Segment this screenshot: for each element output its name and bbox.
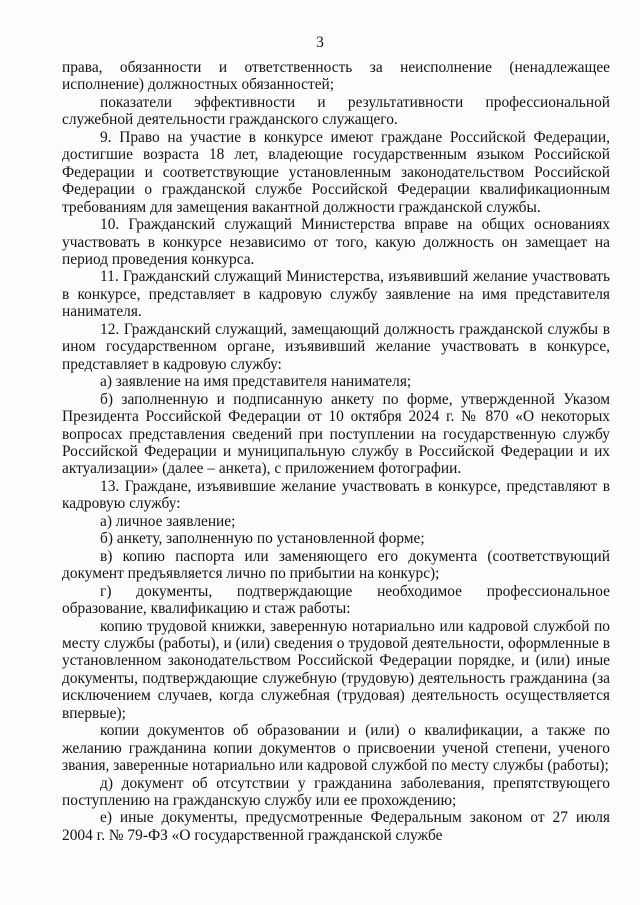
paragraph: д) документ об отсутствии у гражданина заболевания, препятствующего поступлению на гражданскую службу или ее прохождению; [62, 774, 610, 810]
paragraph: права, обязанности и ответственность за неисполнение (ненадлежащее исполнение) должностных обязанностей; [62, 59, 610, 94]
paragraph: показатели эффективности и результативности профессиональной служебной деятельности гражданского служащего. [62, 93, 610, 129]
paragraph: 13. Граждане, изъявившие желание участвовать в конкурсе, представляют в кадровую службу: [62, 477, 610, 513]
paragraph: 12. Гражданский служащий, замещающий должность гражданской службы в ином государственном органе, изъявивший желание участвовать в конкурсе, представляет в кадровую службу: [62, 320, 610, 373]
document-body [62, 59, 610, 844]
paragraph: г) документы, подтверждающие необходимое профессиональное образование, квалификацию и стаж работы: [62, 582, 610, 618]
paragraph: копию трудовой книжки, заверенную нотариально или кадровой службой по месту службы (работы), и (или) сведения о трудовой деятельности, оформленные в установленном законодательством Российской Федерации порядке, и (или) иные документы, подтверждающие служебную (трудовую) деятельность гражданина (за исключением случаев, когда служебная (трудовая) деятельность осуществляется впервые); [62, 617, 610, 722]
paragraph: в) копию паспорта или заменяющего его документа (соответствующий документ предъявляется лично по прибытии на конкурс); [62, 547, 610, 583]
paragraph: 9. Право на участие в конкурсе имеют граждане Российской Федерации, достигшие возраста 18 лет, владеющие государственным языком Российской Федерации и соответствующие установленным законодательством Российской Федерации о гражданской службе Российской Федерации квалификационным требованиям для замещения вакантной должности гражданской службы. [62, 128, 610, 216]
paragraph: е) иные документы, предусмотренные Федеральным законом от 27 июля 2004 г. № 79-ФЗ «О государственной гражданской службе [62, 809, 610, 844]
paragraph: 11. Гражданский служащий Министерства, изъявивший желание участвовать в конкурсе, представляет в кадровую службу заявление на имя представителя нанимателя. [62, 268, 610, 321]
page-number: 3 [316, 34, 324, 51]
paragraph: а) личное заявление; [100, 512, 236, 530]
paragraph: 10. Гражданский служащий Министерства вправе на общих основаниях участвовать в конкурсе независимо от того, какую должность он замещает на период проведения конкурса. [62, 216, 610, 268]
paragraph: б) анкету, заполненную по установленной форме; [100, 530, 425, 548]
paragraph: б) заполненную и подписанную анкету по форме, утвержденной Указом Президента Российской Федерации от 10 октября 2024 г. № 870 «О некоторых вопросах представления сведений при поступлении на государственную службу Российской Федерации и муниципальную службу в Российской Федерации и их актуализации» (далее – анкета), с приложением фотографии. [62, 390, 610, 478]
paragraph: а) заявление на имя представителя нанимателя; [100, 373, 412, 391]
paragraph: копии документов об образовании и (или) о квалификации, а также по желанию гражданина копии документов о присвоении ученой степени, ученого звания, заверенные нотариально или кадровой службой по месту службы (работы); [62, 722, 610, 775]
